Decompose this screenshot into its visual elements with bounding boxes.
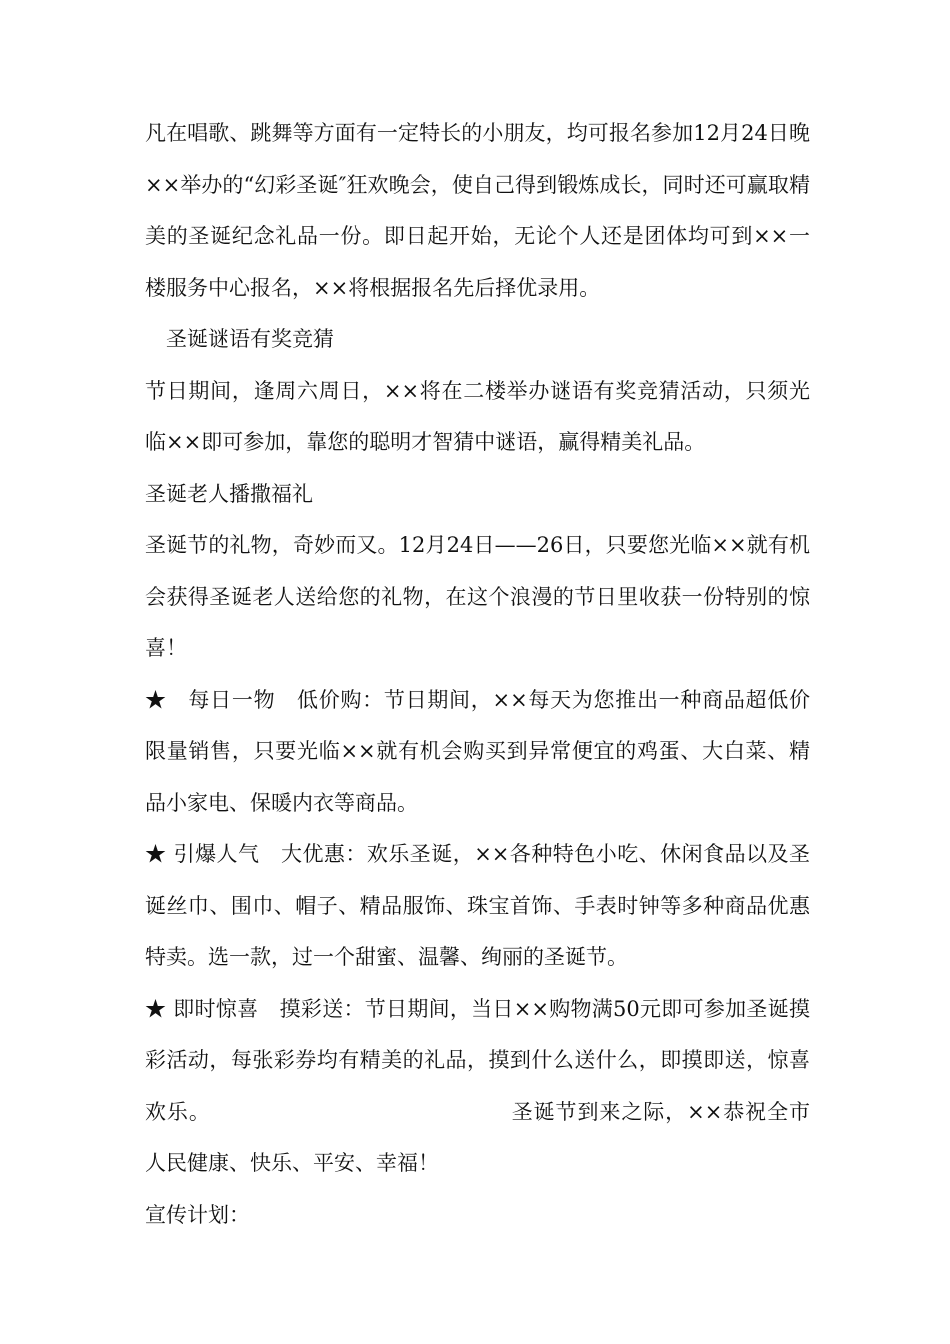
paragraph-instant-surprise: [145, 984, 810, 1190]
instant-surprise-text: ★ 即时惊喜 摸彩送：节日期间，当日××购物满50元即可参加圣诞摸彩活动，每张彩券均有精美的礼品，摸到什么送什么，即摸即送，惊喜欢乐。: [145, 996, 810, 1124]
heading-santa-gifts: 圣诞老人播撒福礼: [145, 481, 313, 506]
paragraph-daily-deal: ★ 每日一物 低价购：节日期间，××每天为您推出一种商品超低价限量销售，只要光临××就有机会购买到异常便宜的鸡蛋、大白菜、精品小家电、保暖内衣等商品。: [145, 687, 810, 815]
document-body: [145, 108, 810, 1241]
paragraph-santa-gifts: 圣诞节的礼物，奇妙而又。12月24日——26日，只要您光临××就有机会获得圣诞老人送给您的礼物，在这个浪漫的节日里收获一份特别的惊喜！: [145, 533, 810, 660]
heading-riddle-contest: 圣诞谜语有奖竞猜: [166, 327, 334, 351]
heading-promotion-plan: 宣传计划：: [145, 1202, 250, 1227]
paragraph-riddle-contest: 节日期间，逢周六周日，××将在二楼举办谜语有奖竞猜活动，只须光临××即可参加，靠您的聪明才智猜中谜语，赢得精美礼品。: [145, 378, 810, 454]
greeting-text: 圣诞节到来之际，××恭祝全市人民健康、快乐、平安、幸福！: [145, 1099, 810, 1175]
paragraph-children-performance: 凡在唱歌、跳舞等方面有一定特长的小朋友，均可报名参加12月24日晚××举办的“幻彩圣诞″狂欢晚会，使自己得到锻炼成长，同时还可赢取精美的圣诞纪念礼品一份。即日起开始，无论个人还是团体均可到××一楼服务中心报名，××将根据报名先后择优录用。: [145, 121, 810, 300]
paragraph-popular-discounts: ★ 引爆人气 大优惠：欢乐圣诞，××各种特色小吃、休闲食品以及圣诞丝巾、围巾、帽子、精品服饰、珠宝首饰、手表时钟等多种商品优惠特卖。选一款，过一个甜蜜、温馨、绚丽的圣诞节。: [145, 842, 810, 969]
